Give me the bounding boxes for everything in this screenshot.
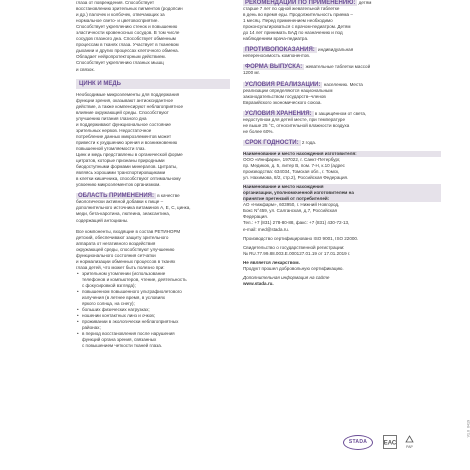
text-line: Обладает нейропротекторным действием. <box>76 54 166 60</box>
text-line: реализации определяются национальным <box>243 87 333 93</box>
iso-note: Производство сертифицировано ISO 9001, ISO 22000. <box>243 235 359 241</box>
text-line: функционального состояния сетчатки <box>76 252 156 258</box>
eac-mark-icon <box>383 435 397 449</box>
text-line: Тел.: +7 (831) 278-80-88, факс: +7 (831) 430-72-13, <box>243 220 350 226</box>
contraindications-text <box>243 53 441 59</box>
storage-first: в защищённом от света, <box>314 110 367 116</box>
bullet-continuation: излучения (в летнее время, в условиях <box>82 295 165 301</box>
manufacturer-heading: Наименование и место нахождения изготовителя: <box>243 151 441 157</box>
text-line: зрительных нервов. Недостаточное <box>76 127 152 133</box>
registration-text <box>243 245 441 257</box>
text-line: Наименование и место нахождения <box>243 184 324 190</box>
version-code: V1.0_0419 <box>466 420 470 438</box>
form-text <box>243 70 441 76</box>
text-line: процессам в тканях глаза. Участвует в тканевом <box>76 42 179 48</box>
text-line: восстановлению зрительных пигментов (родопсин <box>76 6 183 12</box>
text-line: Федерация. <box>243 214 268 220</box>
logo-area <box>243 435 441 455</box>
text-line: ООО «Иннфарм», 197022, г. Санкт-Петербург, <box>243 156 341 162</box>
sale-text <box>243 88 441 106</box>
text-line: непереносимость компонентов. <box>243 53 311 59</box>
svg-text:ЕАС: ЕАС <box>383 440 397 447</box>
text-line: цитратов, которые признаны природными <box>76 158 165 164</box>
right-column <box>243 0 441 287</box>
bullet-item: • зрительном утомлении (использование <box>76 271 230 277</box>
text-line: ул. Нахимова, 8/2, стр.2), Российская Федерация. <box>243 175 349 181</box>
text-line: в день во время еды. Продолжительность приема – <box>243 12 353 18</box>
bullet-item: • повышенном повышенного ультрафиолетового <box>76 289 230 295</box>
text-line: биодоступными формами минералов. Цитраты, <box>76 164 178 170</box>
text-line: e-mail: med@stada.ru. <box>243 226 290 232</box>
text-line: производства: 634034, Томская обл., г. Томск, <box>243 169 340 175</box>
text-line: Способствует укреплению стенок и повышению <box>76 24 178 30</box>
text-line: окружающей среды, способствуют улучшению <box>76 246 175 252</box>
text-line: Бокс N°459, ул. Салганская, д.7, Российская <box>243 208 337 214</box>
not-drug-note: Не является лекарством. <box>243 259 300 265</box>
zinc-copper-heading: ЦИНК И МЕДЬ <box>76 79 230 89</box>
text-line: Свидетельство о государственной регистрации: <box>243 244 345 250</box>
text-line: биологически активной добавки к пище – <box>76 199 164 205</box>
text-line: глаза от повреждения. Способствует <box>76 0 155 5</box>
text-line: Необходимые микроэлементы для поддержания <box>76 91 180 97</box>
text-line: функции зрения, оказывают антиоксидантное <box>76 97 173 103</box>
text-line: пр. Медиков, д. 5, литер В, пом. 7-Н, к.10 (адрес <box>243 163 345 169</box>
text-line: усвоению микроэлементов организмом. <box>76 182 161 188</box>
recommendations-text <box>243 6 441 42</box>
claims-org-text <box>243 202 441 232</box>
text-line: являясь хорошими транспортировщиками <box>76 170 166 176</box>
text-line: старше 7 лет по одной жевательной таблетке <box>243 6 340 12</box>
text-line: и др.) палочек и колбочек, отвечающих за <box>76 12 165 18</box>
zinc-copper-text <box>76 92 230 189</box>
form-heading: ФОРМА ВЫПУСКА: <box>245 64 303 71</box>
text-line: не выше 25 °С, относительной влажности воздуха <box>243 122 350 128</box>
sale-first: населению. Места <box>323 81 363 87</box>
bullet-continuation: районах; <box>82 325 101 331</box>
text-line: 1 месяц. Перед применением необходимо <box>243 18 333 24</box>
text-line: и поддерживают функциональное состояние <box>76 121 171 127</box>
website-link[interactable]: www.stada.ru. <box>243 280 274 286</box>
text-line: наблюдением врача-педиатра. <box>243 36 309 42</box>
manufacturer-text <box>243 157 441 181</box>
text-line: до 14 лет принимать БАД по назначению и под <box>243 30 343 36</box>
usage-bullets <box>76 271 230 350</box>
text-line: недоступном для детей месте, при температуре <box>243 116 345 122</box>
storage-text <box>243 117 441 135</box>
text-line: меди, бета-каротина, лютеина, зеаксантина, <box>76 211 171 217</box>
text-line: АО «Нижфарм», 603950, г. Нижний Новгород, <box>243 202 340 208</box>
svg-text:PAP: PAP <box>406 444 413 449</box>
text-line: принятие претензий от потребителей: <box>243 196 330 202</box>
recommendations-first: детям <box>358 0 372 5</box>
form-first: жевательные таблетки массой <box>305 64 371 70</box>
text-line: аппарата от негативного воздействия <box>76 240 156 246</box>
bullet-continuation: функций органа зрения, связанных <box>82 337 157 343</box>
text-line: Цинк и медь представлены в органической форме <box>76 152 183 158</box>
bullet-item: • проживании в экологически неблагоприятных <box>76 319 230 325</box>
text-line: нормальное свето- и цветовосприятие. <box>76 18 159 24</box>
area-first-line: в качестве <box>157 193 180 199</box>
text-line: и связок. <box>76 66 95 72</box>
text-line: сосудов глазного дна. Способствует обменным <box>76 36 176 42</box>
text-line: эластичности кровеносных сосудов. В том числе <box>76 30 180 36</box>
bullet-continuation: с повышением четкости тканей глаза. <box>82 343 163 349</box>
text-line: действие, а также компенсируют неблагоприятное <box>76 103 183 109</box>
bullet-continuation: яркого солнца, на снегу); <box>82 301 135 307</box>
text-line: организации, уполномоченной изготовителем на <box>243 190 354 196</box>
text-line: 1200 мг. <box>243 70 260 76</box>
area-section <box>76 193 230 223</box>
recommendations-heading: РЕКОМЕНДАЦИИ ПО ПРИМЕНЕНИЮ: <box>245 0 356 6</box>
text-line: проконсультироваться с врачом-педиатром. Детям <box>243 24 351 30</box>
bullet-continuation: телефонов и компьютеров, чтение, деятельность <box>82 276 187 282</box>
storage-heading: УСЛОВИЯ ХРАНЕНИЯ: <box>245 110 312 117</box>
text-line: Все компоненты, входящие в состав РЕТИНОРМ <box>76 228 181 234</box>
recycle-icon <box>403 435 416 449</box>
area-text <box>76 199 230 223</box>
text-line: улучшению питания глазного дна <box>76 115 147 121</box>
text-line: и нормализации обменных процессов в тканях <box>76 258 176 264</box>
text-line: Евразийского экономического союза. <box>243 99 322 105</box>
text-line: дополнительного источника витаминов А, Е, С, цинка, <box>76 205 191 211</box>
text-line: Способствует укреплению глазных мышц <box>76 60 164 66</box>
text-line: содержащей антоцианы. <box>76 217 129 223</box>
text-line: детский, обеспечивают защиту зрительного <box>76 234 169 240</box>
contraindications-heading: ПРОТИВОПОКАЗАНИЯ: <box>245 47 315 54</box>
text-line: в клетки кишечника, способствуют оптимальному <box>76 176 181 182</box>
left-column <box>76 0 230 349</box>
text-line: глаза детей, что может быть полезно при: <box>76 264 165 270</box>
area-heading: ОБЛАСТЬ ПРИМЕНЕНИЯ: <box>78 193 154 200</box>
claims-org-heading <box>243 184 441 202</box>
bullet-continuation: с фокусировкой взгляда); <box>82 282 136 288</box>
text-line: не более 60%. <box>243 128 274 134</box>
text-line: повышенной утомляемости глаз. <box>76 145 146 151</box>
text-line: законодательством государств–членов <box>243 93 326 99</box>
usage-paragraph <box>76 229 230 271</box>
contraindications-first: индивидуальная <box>318 47 354 53</box>
shelf-life-value: 2 года. <box>301 139 317 145</box>
shelf-life-heading: СРОК ГОДНОСТИ: <box>245 139 299 146</box>
text-line: потребление данных микроэлементов может <box>76 133 172 139</box>
text-line: № RU.77.99.88.003.E.000127.01.19 от 17.01.2019 г. <box>243 250 351 256</box>
text-line: дыхании и других процессах клеточного обмена. <box>76 48 179 54</box>
text-line: влияние окружающей среды. Способствуют <box>76 109 169 115</box>
bullet-item: • в период восстановления после нарушения <box>76 331 230 337</box>
text-line: привести к ухудшению зрения и возникновению <box>76 139 178 145</box>
certification-note: Продукт прошел добровольную сертификацию. <box>243 265 344 271</box>
sale-heading: УСЛОВИЯ РЕАЛИЗАЦИИ: <box>245 81 321 88</box>
bullet-item: • ношении контактных линз и очков; <box>76 313 230 319</box>
intro-text <box>76 0 230 73</box>
stada-logo: STADA <box>343 435 373 450</box>
more-info-note: Дополнительная информация на сайте <box>243 274 330 280</box>
bullet-item: • больших физических нагрузках; <box>76 307 230 313</box>
